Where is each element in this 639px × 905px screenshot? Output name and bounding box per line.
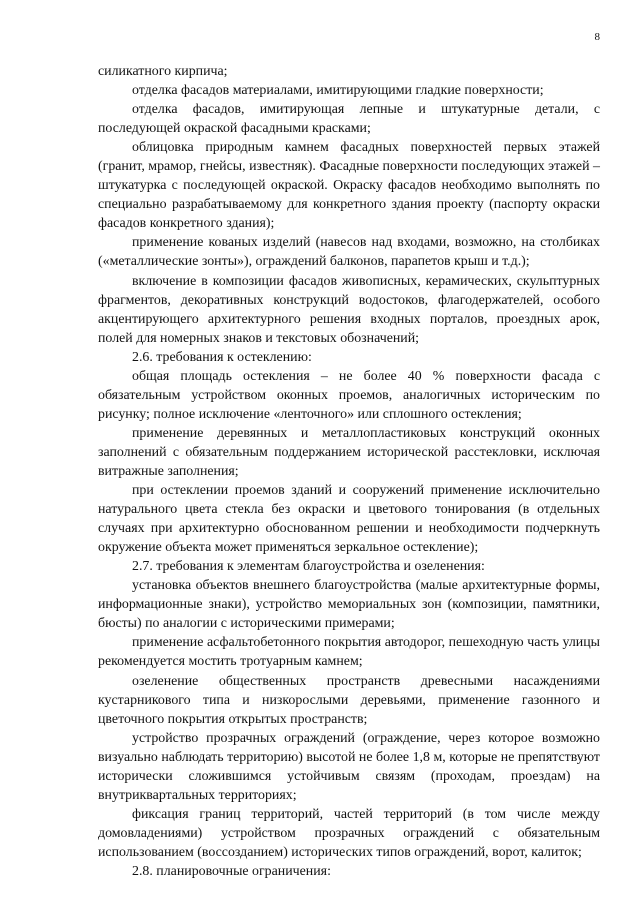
paragraph: применение кованых изделий (навесов над входами, возможно, на столбиках («металлические зонты»), ограждений балконов, парапетов крыш и т.д.); xyxy=(98,235,600,270)
paragraph: фиксация границ территорий, частей территорий (в том числе между домовладениями) устройством прозрачных ограждений с обязательным использованием (воссозданием) исторических типов ограждений, ворот, калиток; xyxy=(98,806,600,860)
paragraph: при остеклении проемов зданий и сооружений применение исключительно натурального цвета стекла без окраски и цветового тонирования (в отдельных случаях при архитектурно обоснованном решении и необходимости подчеркнуть окружение объекта может применяться зеркальное остекление); xyxy=(98,483,600,556)
section-heading: 2.8. планировочные ограничения: xyxy=(132,863,331,879)
paragraph: общая площадь остекления – не более 40 % поверхности фасада с обязательным устройством оконных проемов, аналогичных историческим по рисунку; полное исключение «ленточного» или сплошного остекления; xyxy=(98,368,600,422)
paragraph: силикатного кирпича; xyxy=(98,64,228,79)
paragraph: озеленение общественных пространств древесными насаждениями кустарникового типа и низкорослыми деревьями, применение газонного и цветочного покрытия открытых пространств; xyxy=(98,673,600,727)
paragraph: применение асфальтобетонного покрытия автодорог, пешеходную часть улицы рекомендуется мостить тротуарным камнем; xyxy=(98,635,600,670)
paragraph: включение в композиции фасадов живописных, керамических, скульптурных фрагментов, декоративных конструкций водостоков, флагодержателей, особого акцентирующего архитектурного решения входных порталов, проездных арок, полей для номерных знаков и текстовых обозначений; xyxy=(98,273,600,346)
document-body xyxy=(98,62,600,881)
paragraph: устройство прозрачных ограждений (ограждение, через которое возможно визуально наблюдать территорию) высотой не более 1,8 м, которые не препятствуют исторически сложившимся устойчивым связям (проходам, проездам) на внутриквартальных территориях; xyxy=(98,730,600,803)
page-number: 8 xyxy=(594,31,600,43)
paragraph: отделка фасадов, имитирующая лепные и штукатурные детали, с последующей окраской фасадными красками; xyxy=(98,102,600,137)
paragraph: облицовка природным камнем фасадных поверхностей первых этажей (гранит, мрамор, гнейсы, известняк). Фасадные поверхности последующих этажей – штукатурка с последующей окраской. Окраску фасадов необходимо выполнять по специально разрабатываемому для конкретного здания проекту (паспорту окраски фасадов конкретного здания); xyxy=(98,140,600,232)
section-heading: 2.7. требования к элементам благоустройства и озеленения: xyxy=(132,559,485,575)
paragraph: отделка фасадов материалами, имитирующими гладкие поверхности; xyxy=(132,83,544,99)
paragraph: применение деревянных и металлопластиковых конструкций оконных заполнений с обязательным поддержанием исторической расстекловки, исключая витражные заполнения; xyxy=(98,425,600,479)
section-heading: 2.6. требования к остеклению: xyxy=(132,349,312,365)
paragraph: установка объектов внешнего благоустройства (малые архитектурные формы, информационные знаки), устройство мемориальных зон (композиции, памятники, бюсты) по аналогии с историческими примерами; xyxy=(98,578,600,632)
